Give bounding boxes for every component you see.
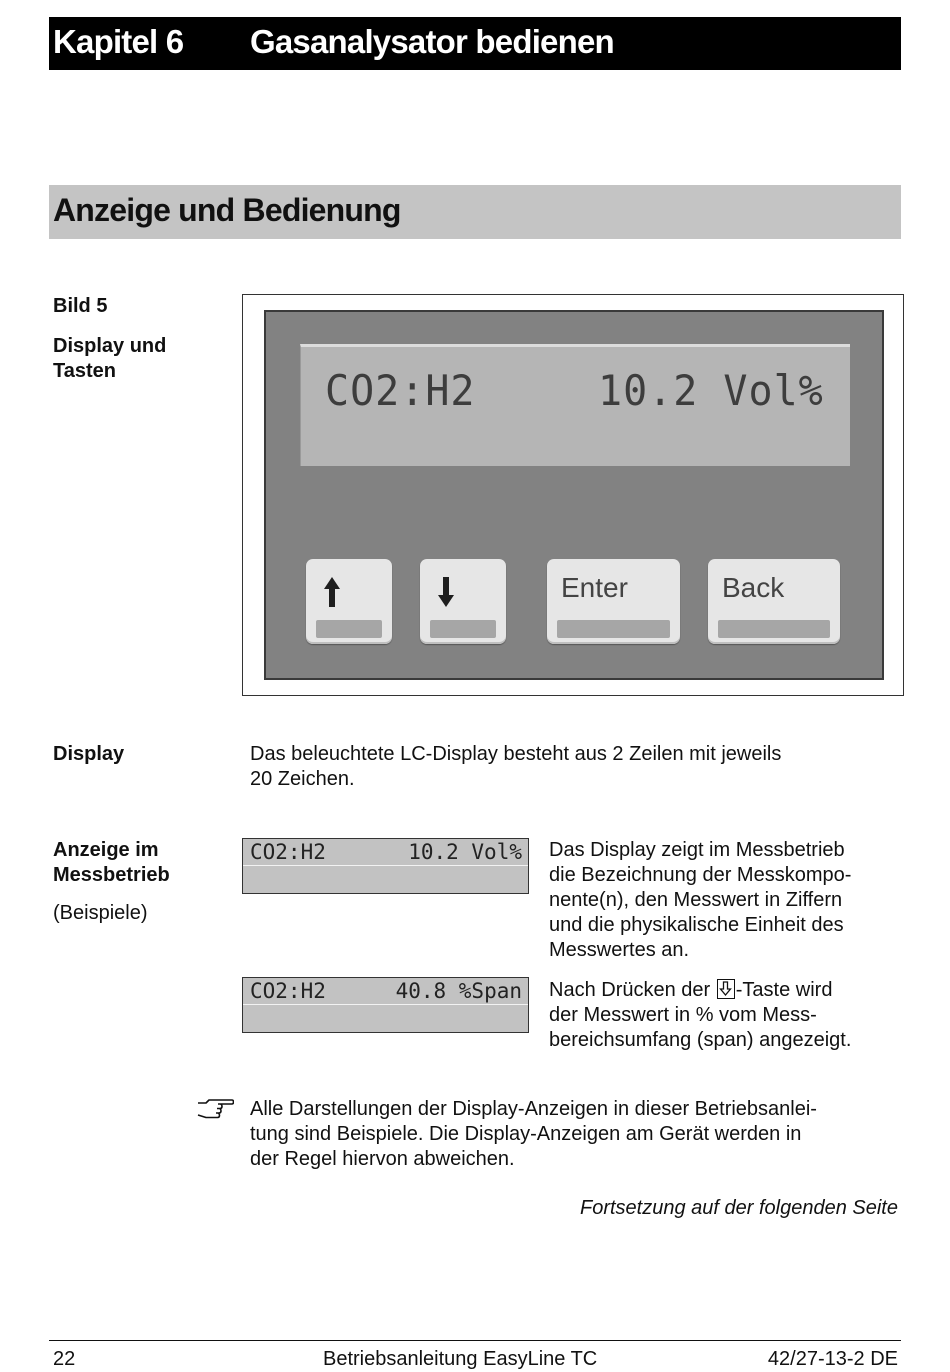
key-band — [557, 620, 670, 638]
down-key-icon — [717, 979, 735, 999]
document-number: 42/27-13-2 DE — [767, 1348, 898, 1370]
note-line1: Alle Darstellungen der Display-Anzeigen in dieser Betriebsanlei- — [250, 1098, 817, 1120]
example2-value: 40.8 %Span — [395, 979, 522, 1003]
note-line2: tung sind Beispiele. Die Display-Anzeigen am Gerät werden in — [250, 1123, 802, 1145]
example1-value: 10.2 Vol% — [408, 840, 522, 864]
display-example-2 — [242, 977, 529, 1033]
lcd-value-text: 10.2 Vol% — [598, 367, 824, 416]
key-band — [718, 620, 830, 638]
up-key-button[interactable] — [306, 559, 392, 644]
continuation-note: Fortsetzung auf der folgenden Seite — [580, 1197, 898, 1219]
figure-caption-line2: Tasten — [53, 360, 116, 382]
note-line3: der Regel hiervon abweichen. — [250, 1148, 515, 1170]
enter-key-label: Enter — [561, 572, 628, 603]
display-text-line2: 20 Zeichen. — [250, 768, 355, 790]
figure-caption-line1: Display und — [53, 335, 167, 357]
example2-component: CO2:H2 — [250, 979, 326, 1003]
chapter-number: Kapitel 6 — [53, 23, 184, 60]
example2-desc-line3: bereichsumfang (span) angezeigt. — [549, 1029, 852, 1051]
example1-desc-line4: und die physikalische Einheit des — [549, 914, 844, 936]
back-key-label: Back — [722, 572, 785, 603]
pointing-hand-icon — [196, 1097, 234, 1126]
example2-desc-line1-start: Nach Drücken der — [549, 979, 716, 1001]
measure-sublabel: (Beispiele) — [53, 902, 148, 924]
back-key-button[interactable] — [708, 559, 840, 644]
down-arrow-icon — [435, 575, 457, 614]
display-row-separator — [243, 1004, 528, 1005]
display-text-line1: Das beleuchtete LC-Display besteht aus 2 Zeilen mit jeweils — [250, 743, 782, 765]
up-arrow-icon — [321, 575, 343, 614]
display-row-separator — [243, 865, 528, 866]
example2-desc-line2: der Messwert in % vom Mess- — [549, 1004, 817, 1026]
page-number: 22 — [53, 1348, 76, 1370]
enter-key-button[interactable] — [547, 559, 680, 644]
example1-desc-line2: die Bezeichnung der Messkompo- — [549, 864, 852, 886]
section-title: Anzeige und Bedienung — [53, 192, 401, 228]
example1-desc-line5: Messwertes an. — [549, 939, 690, 961]
chapter-title: Gasanalysator bedienen — [250, 23, 614, 60]
example1-desc-line3: nente(n), den Messwert in Ziffern — [549, 889, 843, 911]
figure-label: Bild 5 — [53, 295, 108, 317]
key-band — [316, 620, 382, 638]
example2-desc-line1-end: -Taste wird — [735, 979, 833, 1001]
lcd-component-text: CO2:H2 — [325, 367, 476, 416]
measure-label-line2: Messbetrieb — [53, 864, 170, 886]
example1-desc-line1: Das Display zeigt im Messbetrieb — [549, 839, 845, 861]
display-example-1 — [242, 838, 529, 894]
down-key-button[interactable] — [420, 559, 506, 644]
key-band — [430, 620, 496, 638]
example2-desc-line1 — [549, 978, 832, 1003]
measure-label-line1: Anzeige im — [53, 839, 159, 861]
display-label: Display — [53, 743, 125, 765]
example1-component: CO2:H2 — [250, 840, 326, 864]
footer-rule — [49, 1340, 901, 1341]
manual-title: Betriebsanleitung EasyLine TC — [323, 1348, 598, 1370]
